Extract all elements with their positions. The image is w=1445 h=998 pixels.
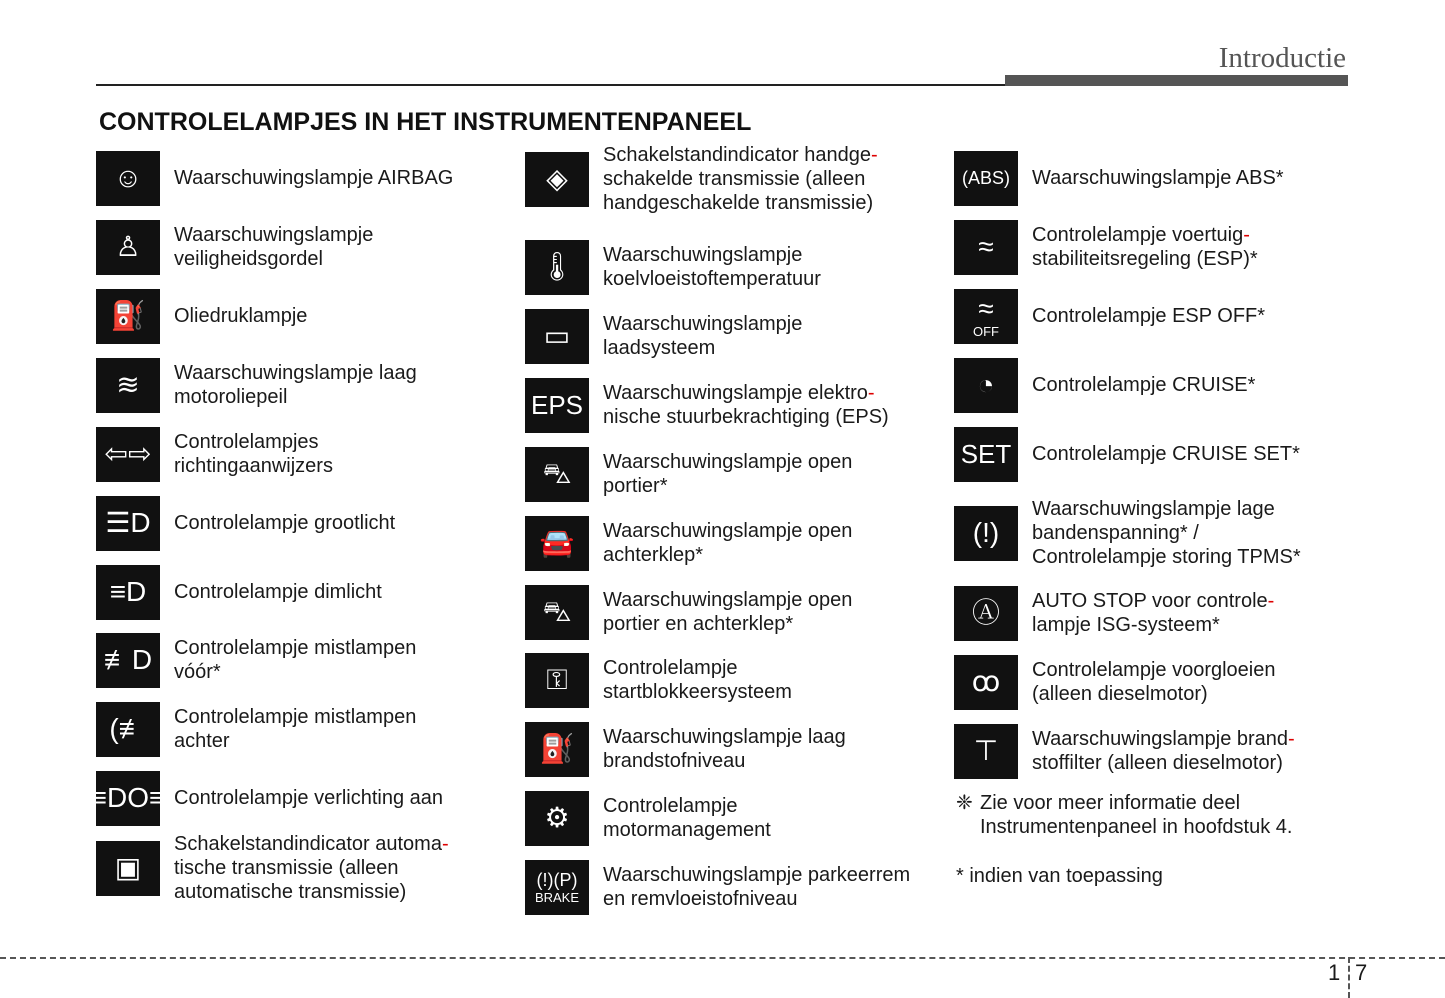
icon-label: ▭	[543, 320, 571, 351]
high-beam-icon	[96, 496, 160, 551]
indicator-item	[525, 721, 846, 777]
indicator-description	[1032, 166, 1284, 190]
icon-label: ⛽	[110, 300, 146, 331]
indicator-description	[603, 243, 821, 291]
icon-sublabel: OFF	[973, 323, 999, 339]
description-line: achterklep*	[603, 544, 704, 566]
description-line: automatische transmissie)	[174, 881, 407, 903]
description-line: Waarschuwingslampje	[603, 313, 803, 335]
description-line: Controlelampje mistlampen	[174, 706, 417, 728]
indicator-item	[96, 426, 333, 482]
description-line: Waarschuwingslampje open	[603, 589, 853, 611]
icon-label: SET	[960, 439, 1012, 469]
battery-icon	[525, 309, 589, 364]
indicator-description	[1032, 442, 1300, 466]
indicator-item	[90, 770, 444, 826]
indicator-description	[603, 519, 852, 567]
page-number: 7	[1355, 960, 1368, 985]
icon-sublabel: BRAKE	[534, 889, 580, 905]
icon-label: (!)	[972, 517, 1000, 548]
description-line: Controlelampje grootlicht	[174, 512, 396, 534]
indicator-item	[954, 426, 1300, 482]
manual-shift-indicator-icon	[525, 152, 589, 207]
icon-label: EPS	[530, 390, 584, 420]
indicator-description	[603, 450, 852, 498]
tpms-icon	[954, 506, 1018, 561]
indicator-item	[525, 790, 771, 846]
description-line: Oliedruklampje	[174, 305, 308, 327]
indicator-item	[525, 446, 852, 502]
description-line: vóór*	[174, 661, 221, 683]
lights-on-icon	[90, 771, 166, 826]
coolant-temp-icon	[525, 240, 589, 295]
indicator-item	[954, 219, 1258, 275]
indicator-item	[954, 723, 1295, 779]
indicator-description	[603, 143, 878, 215]
icon-label: ⛍	[542, 458, 572, 489]
auto-stop-icon	[954, 586, 1018, 641]
indicator-description	[1032, 589, 1274, 637]
indicator-item	[96, 701, 416, 757]
icon-label: ☺	[113, 162, 143, 193]
description-line: lampje ISG-systeem*	[1032, 614, 1220, 636]
icon-label: ◈	[546, 163, 568, 194]
description-line: Schakelstandindicator automa-	[174, 833, 449, 855]
indicator-description	[1032, 304, 1265, 328]
indicator-description	[174, 361, 417, 409]
description-line: Controlelampje ESP OFF*	[1032, 305, 1266, 327]
page-title: CONTROLELAMPJES IN HET INSTRUMENTENPANEEL	[99, 108, 752, 136]
immobilizer-icon	[525, 653, 589, 708]
indicator-description	[1032, 373, 1255, 397]
icon-label: ⚙	[544, 802, 570, 833]
icon-label: ⛍	[542, 596, 572, 627]
icon-label: ≈	[978, 292, 994, 324]
description-line: Controlelampje dimlicht	[174, 581, 382, 603]
indicator-item	[96, 564, 382, 620]
indicator-description	[174, 430, 333, 478]
description-line: AUTO STOP voor controle-	[1032, 590, 1275, 612]
icon-label: 🌡	[539, 251, 575, 282]
description-line: achter	[174, 730, 230, 752]
indicator-item	[525, 515, 852, 571]
description-line: Waarschuwingslampje AIRBAG	[174, 167, 454, 189]
door-open-icon	[525, 447, 589, 502]
header-rule	[96, 84, 1006, 86]
description-line: veiligheidsgordel	[174, 248, 323, 270]
indicator-description	[1032, 658, 1275, 706]
door-trunk-open-icon	[525, 585, 589, 640]
airbag-icon	[96, 151, 160, 206]
indicator-item	[96, 495, 395, 551]
indicator-description	[1032, 727, 1295, 775]
indicator-description	[1032, 223, 1258, 271]
indicator-item	[96, 150, 453, 206]
indicator-item	[525, 584, 852, 640]
indicator-item	[525, 859, 910, 915]
indicator-item	[525, 144, 878, 214]
description-line: startblokkeersysteem	[603, 681, 792, 703]
oil-pressure-icon	[96, 289, 160, 344]
indicator-description	[603, 794, 771, 842]
section-title: Introductie	[1218, 42, 1346, 74]
glow-plug-icon	[954, 655, 1018, 710]
description-line: Waarschuwingslampje lage	[1032, 498, 1275, 520]
description-line: Controlelampjes	[174, 431, 319, 453]
description-line: Schakelstandindicator handge-	[603, 144, 878, 166]
description-line: stabiliteitsregeling (ESP)*	[1032, 248, 1258, 270]
eps-icon	[525, 378, 589, 433]
description-line: Waarschuwingslampje brand-	[1032, 728, 1295, 750]
footer-divider	[1348, 957, 1350, 998]
icon-label: ▣	[114, 852, 142, 883]
esp-off-icon	[954, 289, 1018, 344]
description-line: stoffilter (alleen dieselmotor)	[1032, 752, 1283, 774]
description-line: richtingaanwijzers	[174, 455, 333, 477]
indicator-description	[603, 656, 792, 704]
description-line: Waarschuwingslampje ABS*	[1032, 167, 1284, 189]
description-line: Controlelampje verlichting aan	[174, 787, 444, 809]
rear-fog-icon	[96, 702, 160, 757]
indicator-item	[96, 357, 417, 413]
brake-icon	[525, 860, 589, 915]
description-line: Controlelampje mistlampen	[174, 637, 417, 659]
esp-icon	[954, 220, 1018, 275]
header-bar	[1005, 75, 1348, 86]
indicator-description	[174, 580, 382, 604]
description-line: koelvloeistoftemperatuur	[603, 268, 821, 290]
low-beam-icon	[96, 565, 160, 620]
note-line: Zie voor meer informatie deel	[980, 792, 1241, 814]
description-line: Waarschuwingslampje	[174, 224, 374, 246]
description-line: Controlelampje storing TPMS*	[1032, 546, 1301, 568]
indicator-item	[96, 288, 307, 344]
indicator-description	[603, 312, 802, 360]
description-line: nische stuurbekrachtiging (EPS)	[603, 406, 889, 428]
indicator-description	[174, 705, 416, 753]
reference-note	[956, 791, 1292, 839]
indicator-item	[525, 239, 821, 295]
description-line: (alleen dieselmotor)	[1032, 683, 1208, 705]
indicator-description	[603, 725, 846, 773]
description-line: Waarschuwingslampje elektro-	[603, 382, 875, 404]
chapter-number: 1	[1328, 960, 1341, 985]
description-line: Waarschuwingslampje open	[603, 451, 853, 473]
icon-label: ♙	[115, 231, 141, 262]
indicator-description	[174, 304, 307, 328]
description-line: laadsysteem	[603, 337, 716, 359]
indicator-item	[954, 498, 1301, 568]
indicator-item	[96, 219, 373, 275]
icon-label: ≋	[116, 369, 140, 400]
description-line: bandenspanning* /	[1032, 522, 1199, 544]
seatbelt-icon	[96, 220, 160, 275]
description-line: portier en achterklep*	[603, 613, 794, 635]
description-line: Controlelampje CRUISE*	[1032, 374, 1256, 396]
indicator-item	[525, 308, 802, 364]
description-line: portier*	[603, 475, 668, 497]
description-line: schakelde transmissie (alleen	[603, 168, 866, 190]
front-fog-icon	[96, 633, 160, 688]
icon-label: ≢D	[103, 644, 153, 675]
indicator-item	[96, 833, 449, 903]
icon-label: ☰D	[105, 507, 151, 538]
indicator-description	[174, 636, 416, 684]
description-line: Waarschuwingslampje laag	[174, 362, 417, 384]
indicator-item	[954, 288, 1265, 344]
icon-label: ◔	[977, 369, 995, 400]
indicator-description	[174, 511, 395, 535]
description-line: tische transmissie (alleen	[174, 857, 399, 879]
indicator-description	[174, 832, 449, 904]
description-line: handgeschakelde transmissie)	[603, 192, 874, 214]
indicator-description	[1032, 497, 1301, 569]
icon-label: ⊤	[973, 735, 999, 766]
turn-signal-icon	[96, 427, 160, 482]
description-line: motoroliepeil	[174, 386, 288, 408]
indicator-item	[954, 357, 1255, 413]
low-oil-level-icon	[96, 358, 160, 413]
cruise-icon	[954, 358, 1018, 413]
note-line: Instrumentenpaneel in hoofdstuk 4.	[980, 816, 1293, 838]
indicator-description	[603, 588, 852, 636]
icon-label: ≡D	[109, 576, 147, 607]
indicator-description	[603, 381, 889, 429]
abs-icon	[954, 151, 1018, 206]
description-line: Waarschuwingslampje open	[603, 520, 853, 542]
indicator-item	[954, 585, 1274, 641]
icon-label: (≢	[109, 713, 147, 744]
asterisk-note: * indien van toepassing	[956, 865, 1163, 887]
indicator-item	[954, 150, 1284, 206]
engine-check-icon	[525, 791, 589, 846]
icon-label: 🚘	[539, 527, 575, 558]
description-line: Controlelampje	[603, 795, 738, 817]
icon-label: (ABS)	[961, 168, 1010, 188]
description-line: Controlelampje CRUISE SET*	[1032, 443, 1300, 465]
description-line: en remvloeistofniveau	[603, 888, 798, 910]
indicator-item	[525, 652, 792, 708]
indicator-description	[174, 786, 443, 810]
fuel-filter-icon	[954, 724, 1018, 779]
icon-label: ⛽	[539, 733, 575, 764]
indicator-item	[954, 654, 1275, 710]
description-line: brandstofniveau	[603, 750, 746, 772]
low-fuel-icon	[525, 722, 589, 777]
trunk-open-icon	[525, 516, 589, 571]
description-line: Waarschuwingslampje laag	[603, 726, 846, 748]
reference-symbol: ❈	[956, 792, 973, 814]
description-line: Waarschuwingslampje parkeerrem	[603, 864, 911, 886]
description-line: Controlelampje voertuig-	[1032, 224, 1250, 246]
icon-label: ⚿	[546, 664, 568, 695]
icon-label: ⇦⇨	[104, 438, 152, 469]
indicator-item	[96, 632, 416, 688]
icon-label: ≈	[978, 231, 994, 262]
icon-label: ≡DO≡	[90, 782, 166, 813]
icon-label: ꝏ	[971, 666, 1001, 697]
description-line: Waarschuwingslampje	[603, 244, 803, 266]
icon-label: Ⓐ	[971, 597, 1000, 628]
cruise-set-icon	[954, 427, 1018, 482]
description-line: Controlelampje voorgloeien	[1032, 659, 1276, 681]
description-line: Controlelampje	[603, 657, 738, 679]
indicator-item	[525, 377, 889, 433]
indicator-description	[174, 223, 373, 271]
footer-rule	[0, 957, 1445, 959]
indicator-description	[174, 166, 453, 190]
indicator-description	[603, 863, 910, 911]
auto-shift-indicator-icon	[96, 841, 160, 896]
icon-label: (!)(P)	[536, 869, 578, 890]
description-line: motormanagement	[603, 819, 771, 841]
